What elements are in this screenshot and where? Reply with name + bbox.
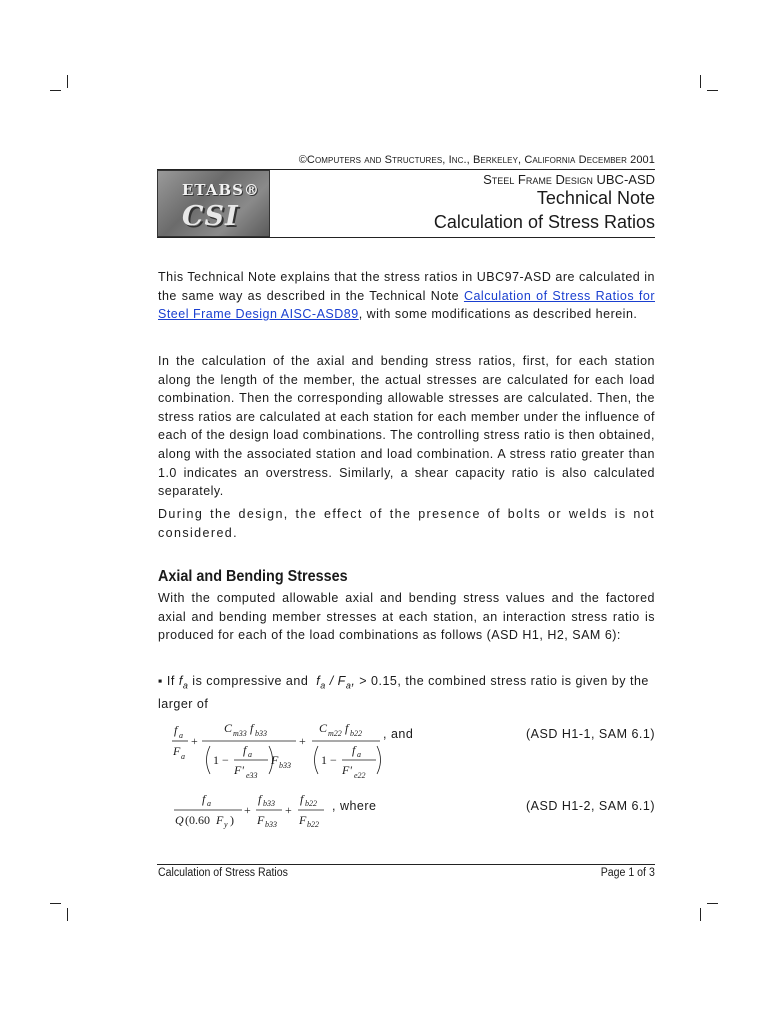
- crop-mark-tl-v: [67, 75, 68, 88]
- etabs-csi-logo: [157, 170, 270, 237]
- crop-mark-bl-v: [67, 908, 68, 921]
- fa-symbol: $f_a$: [178, 674, 189, 691]
- bullet-marker: ▪: [158, 674, 167, 688]
- svg-text:a: a: [357, 750, 361, 759]
- svg-text:b22: b22: [307, 820, 319, 829]
- equation-2-reference: (ASD H1-2, SAM 6.1): [526, 799, 655, 813]
- svg-text:1 −: 1 −: [321, 753, 337, 767]
- svg-text:C: C: [224, 721, 233, 735]
- svg-text:e33: e33: [246, 771, 258, 780]
- svg-text:m33: m33: [233, 729, 247, 738]
- svg-text:f: f: [243, 743, 247, 757]
- svg-text:a: a: [181, 752, 185, 761]
- fa-over-Fa-symbol: $f_a / F_a$,: [316, 674, 356, 691]
- equation-2-connector: , where: [332, 799, 377, 813]
- svg-text:+: +: [244, 803, 251, 817]
- svg-text:b33: b33: [255, 729, 267, 738]
- copyright-line: ©Computers and Structures, Inc., Berkeley, California December 2001: [298, 154, 655, 166]
- svg-text:b22: b22: [305, 799, 317, 808]
- svg-text:f: f: [202, 792, 206, 806]
- svg-text:m22: m22: [328, 729, 342, 738]
- technical-note-link[interactable]: Calculation of Stress Ratios for Steel Frame Design AISC-ASD89: [158, 288, 655, 322]
- paragraph-bolts-welds: During the design, the effect of the presence of bolts or welds is not considered.: [158, 507, 655, 540]
- svg-text:C: C: [319, 721, 328, 735]
- section-intro: With the computed allowable axial and bending stress values and the factored axial and bending member stresses at each station, an interaction stress ratio is produced for each of the load combinations as follows (ASD H1, H2, SAM 6):: [158, 591, 655, 643]
- svg-text:b33: b33: [265, 820, 277, 829]
- svg-text:F: F: [173, 744, 181, 758]
- bullet-text-3: > 0.15, the combined stress ratio is given by the larger of: [158, 674, 649, 712]
- footer-title: Calculation of Stress Ratios: [158, 867, 288, 879]
- svg-text:f: f: [174, 723, 178, 737]
- svg-text:F: F: [299, 813, 307, 827]
- equation-h1-2: [168, 786, 338, 831]
- crop-mark-bl-h: [50, 903, 61, 904]
- crop-mark-br-h: [707, 903, 718, 904]
- section-heading: Axial and Bending Stresses: [158, 568, 348, 585]
- svg-text:f: f: [258, 792, 262, 806]
- header-rule-bottom: [157, 237, 655, 238]
- note-type: Technical Note: [536, 188, 655, 208]
- logo-etabs-text: ETABS®: [182, 181, 260, 199]
- logo-csi-text: CSI: [182, 201, 239, 232]
- svg-text:y: y: [224, 820, 228, 829]
- svg-text:F': F': [234, 763, 244, 777]
- paragraph-calculation: In the calculation of the axial and bending stress ratios, first, for each station along the length of the member, the actual stresses are calculated for each load combination. Then the corresponding allowable stresses are calculated. Then, the stress ratios are calculated at each station for each member under the influence of each of the design load combinations. The controlling stress ratio is then obtained, along with the associated station and load combination. A stress ratio greater than 1.0 indicates an overstress. Similarly, a shear capacity ratio is also calculated separately.: [158, 354, 655, 499]
- svg-text:F: F: [271, 753, 279, 767]
- svg-text:f: f: [352, 743, 356, 757]
- paragraph-intro-text-1: This Technical Note explains that the stress ratios in UBC97-ASD are calculated in the same way as described in the Technical Note: [158, 270, 655, 303]
- equation-1-connector: , and: [383, 727, 414, 741]
- svg-text:F: F: [257, 813, 265, 827]
- svg-text:F: F: [216, 813, 224, 827]
- svg-text:+: +: [285, 803, 292, 817]
- bullet-compressive: [158, 672, 655, 714]
- page-number: Page 1 of 3: [600, 867, 655, 879]
- svg-text:b33: b33: [279, 761, 291, 770]
- svg-text:b33: b33: [263, 799, 275, 808]
- svg-text:Q: Q: [175, 813, 184, 827]
- svg-text:1 −: 1 −: [213, 753, 229, 767]
- svg-text:e22: e22: [354, 771, 366, 780]
- equation-h1-1: [168, 712, 418, 782]
- svg-text:f: f: [300, 792, 304, 806]
- svg-text:a: a: [248, 750, 252, 759]
- crop-mark-br-v: [700, 908, 701, 921]
- crop-mark-tl-h: [50, 90, 61, 91]
- footer-rule: [157, 864, 655, 865]
- svg-text:+: +: [299, 734, 306, 748]
- svg-text:F': F': [342, 763, 352, 777]
- page-title: Calculation of Stress Ratios: [433, 212, 655, 232]
- crop-mark-tr-h: [707, 90, 718, 91]
- svg-text:b22: b22: [350, 729, 362, 738]
- svg-text:a: a: [179, 731, 183, 740]
- document-subtitle: Steel Frame Design UBC-ASD: [483, 172, 655, 187]
- paragraph-intro-text-2: , with some modifications as described herein.: [358, 307, 638, 322]
- svg-text:(0.60: (0.60: [185, 813, 210, 827]
- svg-text:+: +: [191, 734, 198, 748]
- svg-text:a: a: [207, 799, 211, 808]
- svg-text:): ): [230, 813, 234, 827]
- svg-text:f: f: [250, 721, 254, 735]
- equation-1-reference: (ASD H1-1, SAM 6.1): [526, 727, 655, 741]
- paragraph-intro: [158, 268, 655, 324]
- bullet-text-1: If: [166, 674, 179, 688]
- crop-mark-tr-v: [700, 75, 701, 88]
- svg-text:f: f: [345, 721, 349, 735]
- bullet-text-2: is compressive and: [188, 674, 313, 688]
